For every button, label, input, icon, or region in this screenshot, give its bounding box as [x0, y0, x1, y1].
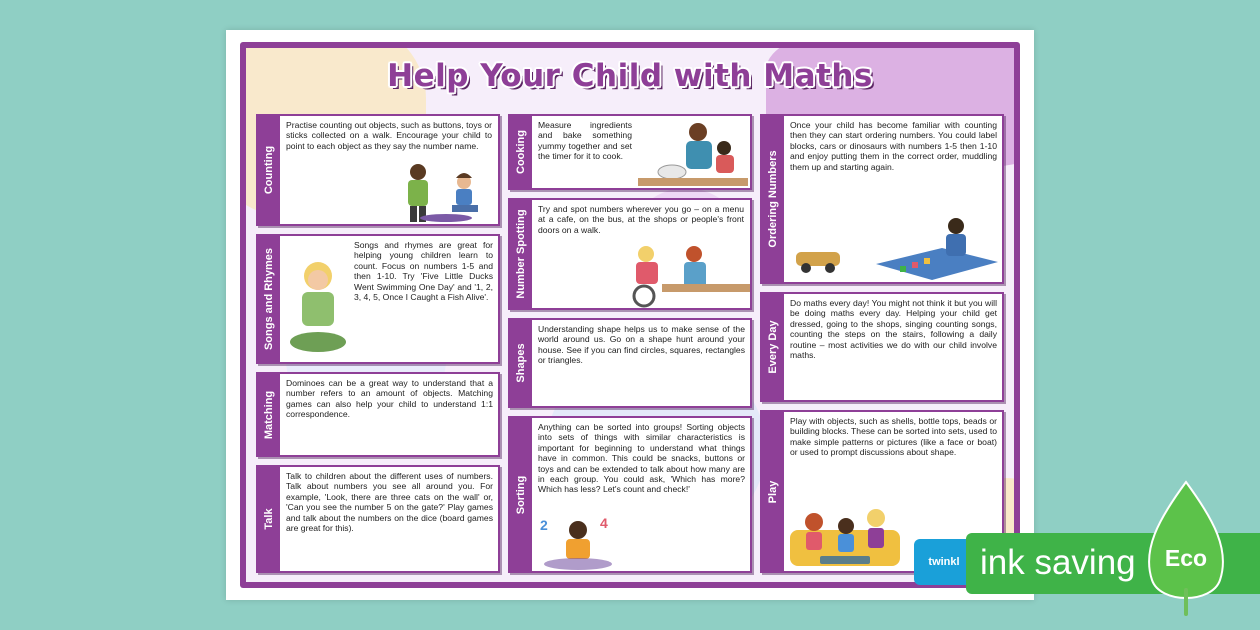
card-sorting [508, 416, 752, 573]
card-text: Do maths every day! You might not think it but you will be doing maths every day. Helping your child get dressed, going to the shops, singing counting songs, counting the steps on the stairs, following a daily routine – most activities we do with our child involve maths. [790, 298, 997, 361]
poster [240, 42, 1020, 588]
eco-label: Eco [1164, 545, 1208, 571]
sorting-illustration [538, 514, 620, 572]
card-text: Songs and rhymes are great for helping young children learn to count. Focus on numbers 1-5 and then 1-10. Try 'Five Little Ducks Went Swimming One Day' and '1, 2, 3, 4, 5, Once I Caught a Fish Alive'. [354, 240, 493, 303]
card-text: Play with objects, such as shells, bottle tops, beads or building blocks. These can be sorted into sets, used to make simple patterns or pictures (like a face or boat) or used to prompt discussions about shape. [790, 416, 997, 458]
card-label [258, 374, 280, 455]
card-label-text: Every Day [767, 320, 779, 374]
card-cooking [508, 114, 752, 190]
card-text: Measure ingredients and bake something yummy together and set the timer for it to cook. [538, 120, 632, 162]
cooking-illustration [638, 120, 748, 188]
card-label-text: Number Spotting [515, 209, 527, 299]
card-label [510, 116, 532, 188]
card-shapes [508, 318, 752, 408]
card-label-text: Talk [263, 508, 275, 530]
card-text: Talk to children about the different uses of numbers. Talk about numbers you see all around you. For example, 'Look, there are three cats on the wall' or, 'Can you see the number 5 on the gate?' Play games and talk about the numbers on the dice (board games are great for this). [286, 471, 493, 534]
card-ordering-numbers [760, 114, 1004, 284]
card-label-text: Cooking [515, 130, 527, 174]
card-label [258, 116, 280, 224]
card-label-text: Counting [263, 145, 275, 195]
card-text: Try and spot numbers wherever you go – on a menu at a cafe, on the bus, at the shops or people's front doors on a walk. [538, 204, 744, 235]
card-label-text: Songs and Rhymes [263, 247, 275, 351]
svg-text:2: 2 [540, 517, 548, 533]
card-label [762, 412, 784, 571]
card-label [510, 320, 532, 406]
card-every-day [760, 292, 1004, 402]
svg-text:4: 4 [600, 515, 608, 531]
twinkl-logo: twinkl [914, 539, 974, 585]
card-text: Dominoes can be a great way to understand that a number refers to an amount of objects. Matching games can also help your child to understand 1:1 correspondence. [286, 378, 493, 420]
card-talk [256, 465, 500, 573]
ordering-numbers-illustration [792, 218, 1002, 282]
card-label [510, 200, 532, 308]
card-text: Once your child has become familiar with counting then they can start ordering numbers. You could label blocks, cars or dinosaurs with numbers 1-5 then 1-10 and enjoy putting them in the correct order, muddling them up and starting again. [790, 120, 997, 172]
songs-illustration [286, 256, 352, 360]
card-label-text: Sorting [515, 475, 527, 514]
poster-inner [246, 48, 1014, 582]
card-text: Practise counting out objects, such as buttons, toys or sticks collected on a walk. Encourage your child to point to each object as they say the number name. [286, 120, 492, 151]
card-counting [256, 114, 500, 226]
card-label [258, 467, 280, 571]
card-label-text: Shapes [515, 343, 527, 383]
card-label [762, 116, 784, 282]
number-spotting-illustration [622, 244, 750, 308]
card-label [510, 418, 532, 571]
poster-sheet [226, 30, 1034, 600]
play-illustration [790, 504, 900, 570]
card-label-text: Ordering Numbers [767, 150, 779, 248]
card-label [762, 294, 784, 400]
ink-saving-text: ink saving [980, 543, 1136, 582]
card-songs-and-rhymes [256, 234, 500, 364]
card-text: Understanding shape helps us to make sense of the world around us. Go on a shape hunt around your house. See if you can find circles, squares, rectangles or triangles. [538, 324, 745, 366]
counting-illustration [396, 160, 496, 224]
card-text: Anything can be sorted into groups! Sorting objects into sets of things with similar characteristics is important for beginning to understand what things have in common. This could be snacks, buttons or toys and can be extended to talk about how many are in each group. You could ask, 'Which has more? Which has less? Let's count and check!' [538, 422, 745, 495]
poster-title: Help Your Child with Maths [387, 58, 873, 94]
card-number-spotting [508, 198, 752, 310]
card-label-text: Matching [263, 390, 275, 439]
card-matching [256, 372, 500, 457]
card-label [258, 236, 280, 362]
card-label-text: Play [767, 480, 779, 503]
